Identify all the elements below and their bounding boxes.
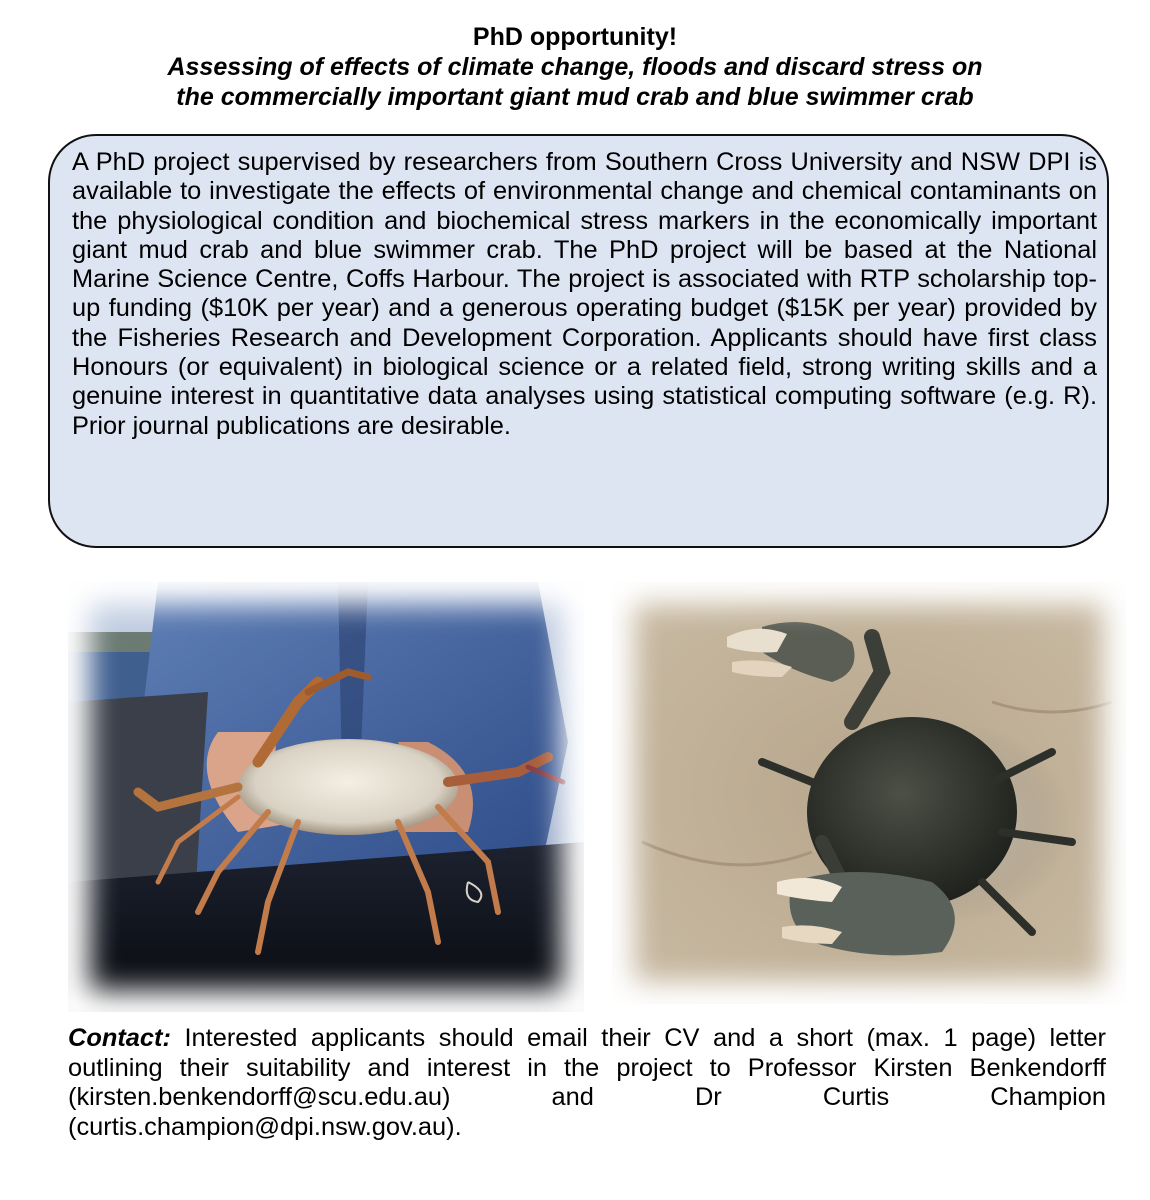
project-description-box	[48, 134, 1109, 548]
page-title: PhD opportunity!	[472, 23, 678, 51]
contact-paragraph	[68, 1024, 1106, 1142]
heading	[0, 22, 1150, 112]
giant-mud-crab-image	[612, 582, 1126, 1004]
project-description-text: A PhD project supervised by researchers from Southern Cross University and NSW DPI is available to investigate the effects of environmental change and chemical contaminants on the physiological condition and biochemical stress markers in the economically important giant mud crab and blue swimmer crab. The PhD project will be based at the National Marine Science Centre, Coffs Harbour. The project is associated with RTP scholarship top-up funding ($10K per year) and a generous operating budget ($15K per year) provided by the Fisheries Research and Development Corporation. Applicants should have first class Honours (or equivalent) in biological science or a related field, strong writing skills and a genuine interest in quantitative data analyses using statistical computing software (e.g. R). Prior journal publications are desirable.	[72, 148, 1097, 440]
subtitle-line-1: Assessing of effects of climate change, floods and discard stress on	[167, 53, 983, 81]
giant-mud-crab-photo	[612, 582, 1126, 1004]
contact-label: Contact:	[68, 1024, 171, 1052]
blue-swimmer-crab-photo	[68, 582, 584, 1012]
contact-text: Interested applicants should email their CV and a short (max. 1 page) letter outlining their suitability and interest in the project to Professor Kirsten Benkendorff (kirsten.benkendorff@scu.edu.au) and Dr Curtis Champion (curtis.champion@dpi.nsw.gov.au).	[68, 1024, 1106, 1141]
subtitle-line-2: the commercially important giant mud crab and blue swimmer crab	[176, 83, 974, 111]
blue-swimmer-crab-image	[68, 582, 584, 1012]
